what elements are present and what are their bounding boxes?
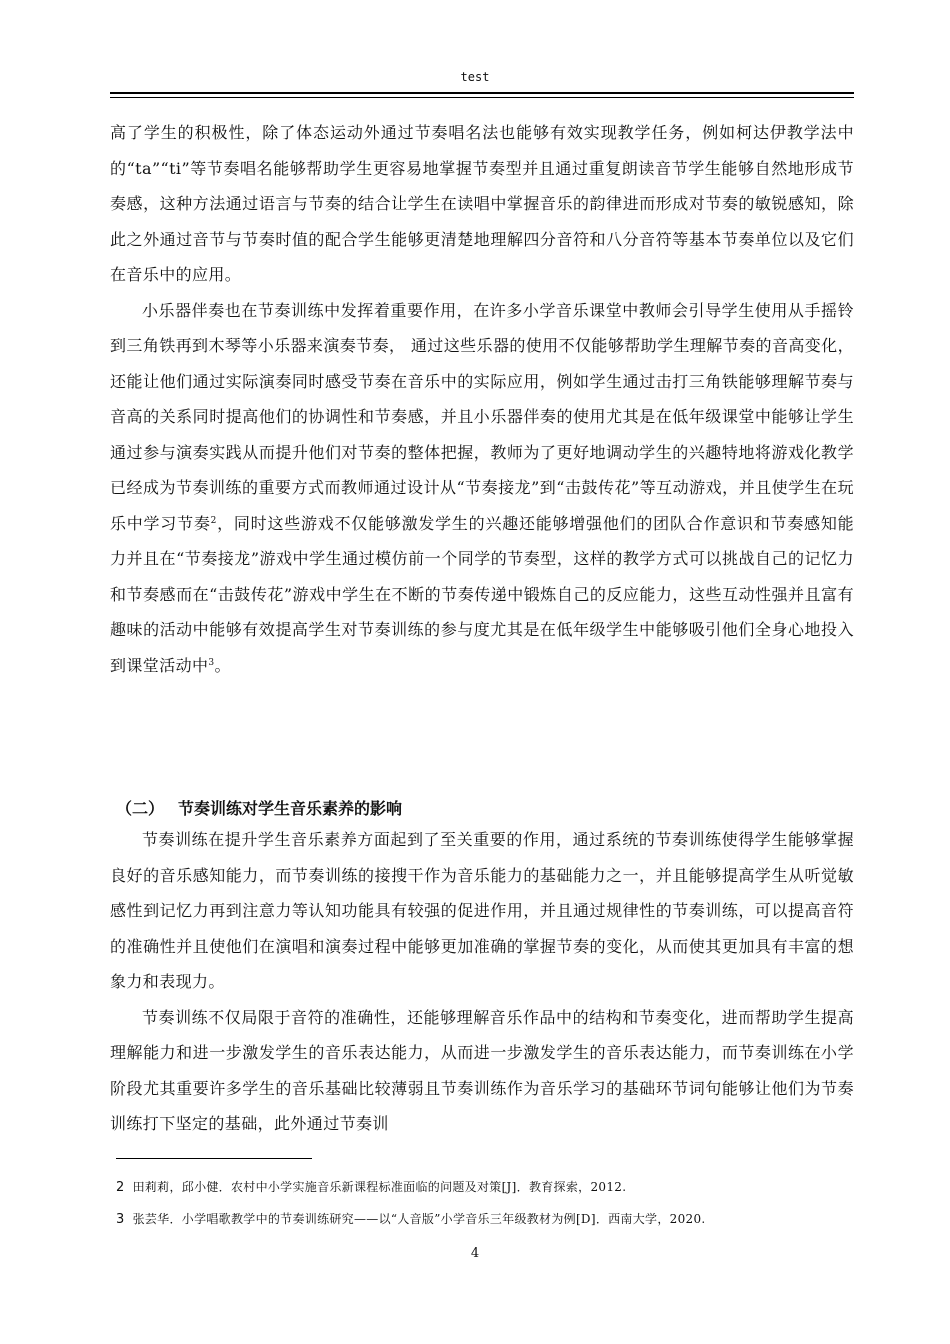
paragraph-continued: 高了学生的积极性，除了体态运动外通过节奏唱名法也能够有效实现教学任务，例如柯达伊教学法中的“ta”“ti”等节奏唱名能够帮助学生更容易地掌握节奏型并且通过重复朗读音节学生能够自然地形成节奏感，这种方法通过语言与节奏的结合让学生在读唱中掌握音乐的韵律进而形成对节奏的敏锐感知，除此之外通过音节与节奏时值的配合学生能够更清楚地理解四分音符和八分音符等基本节奏单位以及它们在音乐中的应用。 [110, 123, 854, 284]
footnote-number: 2 [116, 1180, 125, 1195]
header-rule-thin [110, 97, 854, 98]
section-heading [116, 796, 402, 819]
running-header: test [460, 70, 490, 84]
paragraph-instruments [110, 293, 854, 684]
footnote-ref[interactable]: 3 [208, 657, 215, 668]
footnote-separator [116, 1158, 312, 1159]
header-rule-thick [110, 92, 854, 94]
body-text-section [110, 822, 854, 1142]
footnote-number: 3 [116, 1212, 125, 1227]
paragraph-text: ，同时这些游戏不仅能够激发学生的兴趣还能够增强他们的团队合作意识和节奏感知能力并且在“节奏接龙”游戏中学生通过模仿前一个同学的节奏型，这样的教学方式可以挑战自己的记忆力和节奏感而在“击鼓传花”游戏中学生在不断的节奏传递中锻炼自己的反应能力，这些互动性强并且富有趣味的活动中能够有效提高学生对节奏训练的参与度尤其是在低年级学生中能够吸引他们全身心地投入到课堂活动中 [110, 513, 855, 675]
footnote-2 [116, 1178, 626, 1195]
section-number: （二） [116, 799, 165, 818]
paragraph-section-2: 节奏训练不仅局限于音符的准确性，还能够理解音乐作品中的结构和节奏变化，进而帮助学生提高理解能力和进一步激发学生的音乐表达能力，从而进一步激发学生的音乐表达能力，而节奏训练在小学阶段尤其重要许多学生的音乐基础比较薄弱且节奏训练作为音乐学习的基础环节词句能够让他们为节奏训练打下坚定的基础，此外通过节奏训 [110, 1007, 854, 1133]
footnote-text: 田莉莉，邱小健．农村中小学实施音乐新课程标准面临的问题及对策[J]．教育探索，2012. [132, 1180, 627, 1194]
paragraph-text: 。 [214, 655, 231, 675]
section-title: 节奏训练对学生音乐素养的影响 [178, 799, 403, 818]
page-number: 4 [470, 1246, 480, 1261]
paragraph-section-1: 节奏训练在提升学生音乐素养方面起到了至关重要的作用，通过系统的节奏训练使得学生能够掌握良好的音乐感知能力，而节奏训练的接搜干作为音乐能力的基础能力之一，并且能够提高学生从听觉敏感性到记忆力再到注意力等认知功能具有较强的促进作用，并且通过规律性的节奏训练，可以提高音符的准确性并且使他们在演唱和演奏过程中能够更加准确的掌握节奏的变化，从而使其更加具有丰富的想象力和表现力。 [110, 830, 854, 991]
paragraph-text: 小乐器伴奏也在节奏训练中发挥着重要作用，在许多小学音乐课堂中教师会引导学生使用从手摇铃到三角铁再到木琴等小乐器来演奏节奏， 通过这些乐器的使用不仅能够帮助学生理解节奏的音高变化，还能让他们通过实际演奏同时感受节奏在音乐中的实际应用，例如学生通过击打三角铁能够理解节奏与音高的关系同时提高他们的协调性和节奏感，并且小乐器伴奏的使用尤其是在低年级课堂中能够让学生通过参与演奏实践从而提升他们对节奏的整体把握，教师为了更好地调动学生的兴趣特地将游戏化教学已经成为节奏训练的重要方式而教师通过设计从“节奏接龙”到“击鼓传花”等互动游戏，并且使学生在玩乐中学习节奏 [110, 300, 854, 533]
footnote-ref[interactable]: 2 [210, 515, 217, 526]
footnote-text: 张芸华．小学唱歌教学中的节奏训练研究——以“人音版”小学音乐三年级教材为例[D]．西南大学，2020. [132, 1212, 706, 1226]
footnote-3 [116, 1210, 706, 1227]
body-text-top [110, 115, 854, 683]
